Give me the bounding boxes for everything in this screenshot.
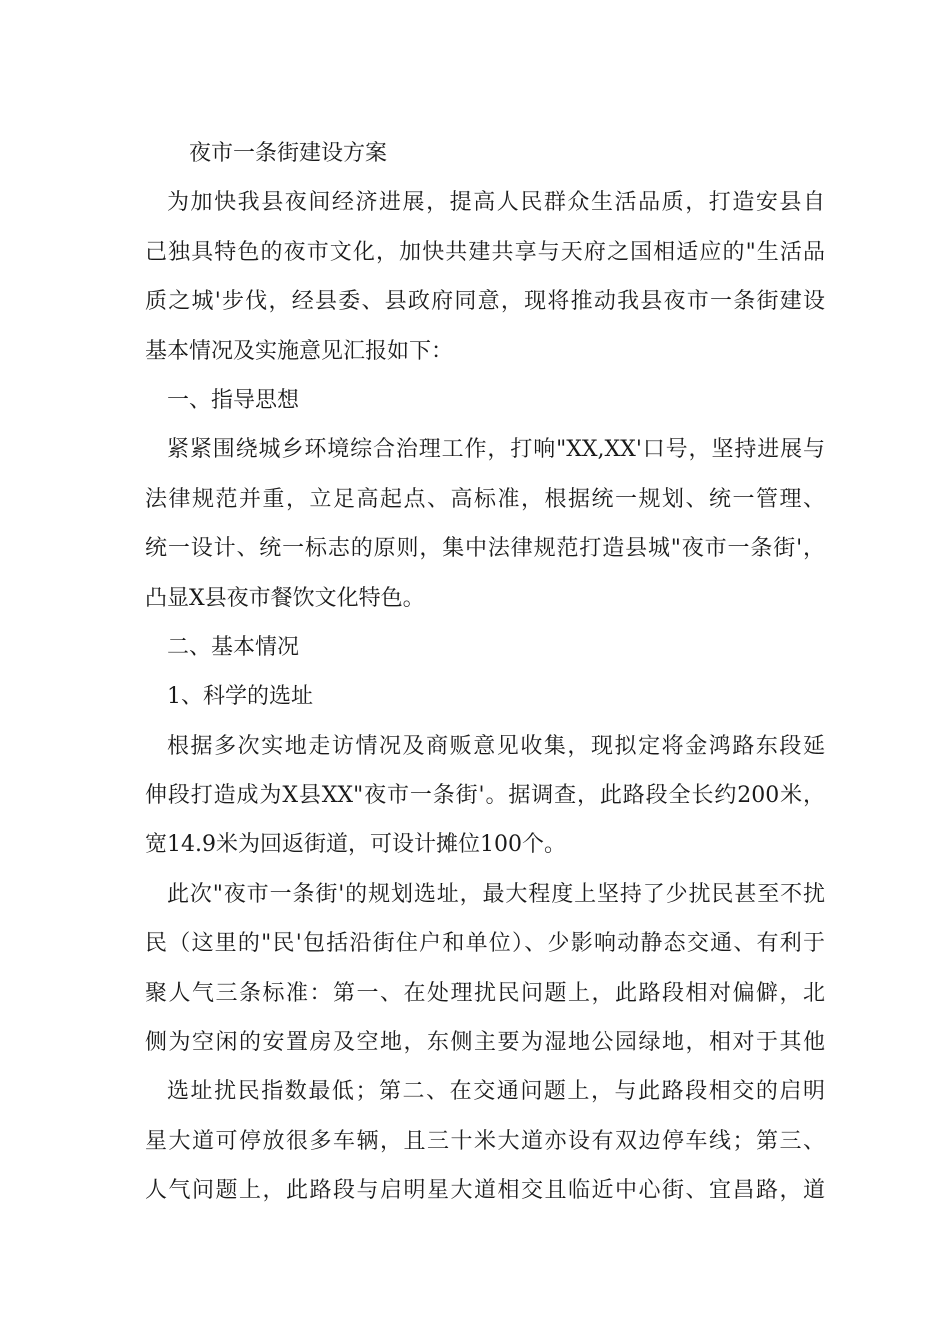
paragraph-line: 为加快我县夜间经济进展，提高人民群众生活品质，打造安县自 xyxy=(167,190,825,216)
paragraph-line: 法律规范并重，立足高起点、高标准，根据统一规划、统一管理、 xyxy=(145,486,825,512)
paragraph-line: 星大道可停放很多车辆，且三十米大道亦设有双边停车线；第三、 xyxy=(145,1128,825,1154)
paragraph-line: 民（这里的"民'包括沿街住户和单位）、少影响动静态交通、有利于 xyxy=(145,931,825,957)
paragraph-line: 凸显X县夜市餐饮文化特色。 xyxy=(145,585,425,611)
paragraph-line: 选址扰民指数最低；第二、在交通问题上，与此路段相交的启明 xyxy=(167,1079,825,1105)
paragraph-line: 聚人气三条标准：第一、在处理扰民问题上，此路段相对偏僻，北 xyxy=(145,980,825,1006)
paragraph-line: 基本情况及实施意见汇报如下： xyxy=(145,338,454,364)
paragraph-line: 己独具特色的夜市文化，加快共建共享与天府之国相适应的"生活品 xyxy=(145,239,825,265)
paragraph-line: 此次"夜市一条街'的规划选址，最大程度上坚持了少扰民甚至不扰 xyxy=(167,881,825,907)
paragraph-line: 人气问题上，此路段与启明星大道相交且临近中心街、宜昌路，道 xyxy=(145,1178,825,1204)
document-title: 夜市一条街建设方案 xyxy=(189,141,388,166)
section-heading: 一、指导思想 xyxy=(167,387,300,413)
paragraph-line: 紧紧围绕城乡环境综合治理工作，打响"XX,XX'口号，坚持进展与 xyxy=(167,437,825,463)
paragraph-line: 根据多次实地走访情况及商贩意见收集，现拟定将金鸿路东段延 xyxy=(167,733,825,759)
section-heading: 二、基本情况 xyxy=(167,634,300,660)
subsection-heading: 1、科学的选址 xyxy=(167,684,313,710)
paragraph-line: 伸段打造成为X县XX"夜市一条街'。据调查，此路段全长约200米， xyxy=(145,783,825,809)
paragraph-line: 宽14.9米为回返街道，可设计摊位100个。 xyxy=(145,832,566,858)
paragraph-line: 侧为空闲的安置房及空地，东侧主要为湿地公园绿地，相对于其他 xyxy=(145,1030,825,1056)
paragraph-line: 统一设计、统一标志的原则，集中法律规范打造县城"夜市一条街'， xyxy=(145,536,825,562)
paragraph-line: 质之城'步伐，经县委、县政府同意，现将推动我县夜市一条街建设 xyxy=(145,289,825,315)
document-page xyxy=(145,129,825,1216)
